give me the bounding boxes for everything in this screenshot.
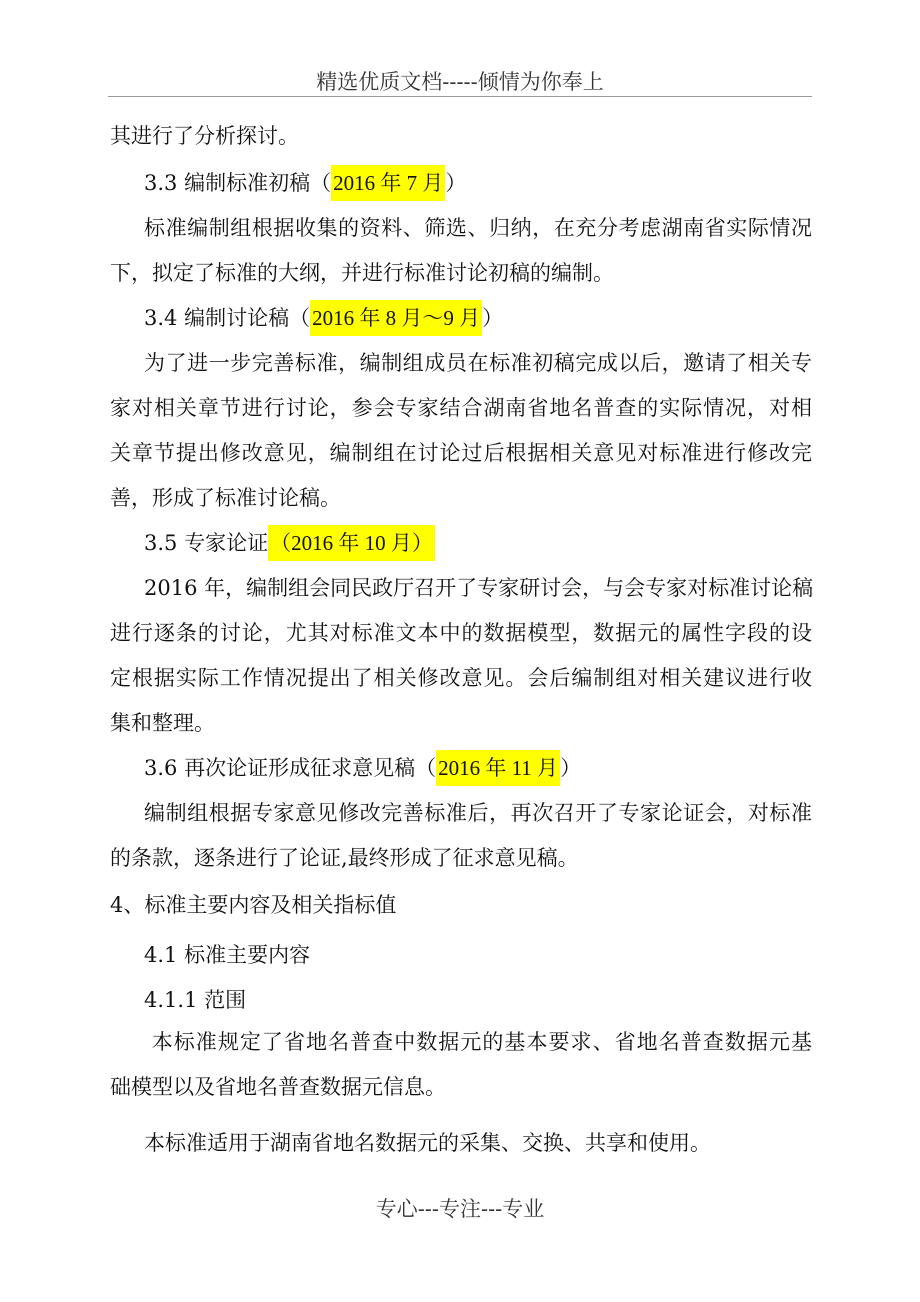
section-3-3-heading <box>144 168 812 198</box>
section-3-5-para-line: 进行逐条的讨论，尤其对标准文本中的数据模型，数据元的属性字段的设 <box>110 621 812 645</box>
section-3-5-title: 3.5 专家论证 <box>144 531 269 555</box>
page-footer: 专心---专注---专业 <box>375 1197 545 1221</box>
section-3-3-para-line: 下，拟定了标准的大纲，并进行标准讨论初稿的编制。 <box>110 261 614 285</box>
section-3-6-close: ） <box>560 756 582 780</box>
section-3-6-heading <box>144 753 812 783</box>
section-3-4-heading <box>144 303 812 333</box>
section-3-3-close: ） <box>445 171 467 195</box>
section-3-4-para-line: 善，形成了标准讨论稿。 <box>110 486 341 510</box>
section-3-3-title: 3.3 编制标准初稿（ <box>144 171 332 195</box>
section-4-1-1-heading: 4.1.1 范围 <box>144 988 247 1012</box>
section-4-1-1-scope-line: 本标准适用于湖南省地名数据元的采集、交换、共享和使用。 <box>144 1131 711 1155</box>
section-4-1-1-para-line: 础模型以及省地名普查数据元信息。 <box>110 1075 446 1099</box>
section-4-1-1-para-line: 本标准规定了省地名普查中数据元的基本要求、省地名普查数据元基 <box>144 1030 812 1054</box>
section-4-1-heading: 4.1 标准主要内容 <box>144 943 311 967</box>
section-3-4-close: ） <box>482 306 504 330</box>
section-3-5-date-highlight: （2016 年 10 月） <box>268 525 435 561</box>
section-3-5-para-line: 集和整理。 <box>110 711 215 735</box>
section-4-heading: 4、标准主要内容及相关指标值 <box>110 893 397 917</box>
section-3-4-date-highlight: 2016 年 8 月～9 月 <box>310 300 482 336</box>
section-3-6-date-highlight: 2016 年 11 月 <box>436 750 560 786</box>
section-3-4-para-line: 关章节提出修改意见，编制组在讨论过后根据相关意见对标准进行修改完 <box>110 441 812 465</box>
header-divider <box>108 96 812 97</box>
section-3-4-para-line: 为了进一步完善标准，编制组成员在标准初稿完成以后，邀请了相关专 <box>144 351 812 375</box>
section-3-5-heading <box>144 528 812 558</box>
section-3-5-para-line: 定根据实际工作情况提出了相关修改意见。会后编制组对相关建议进行收 <box>110 666 812 690</box>
section-3-6-title: 3.6 再次论证形成征求意见稿（ <box>144 756 437 780</box>
section-3-3-date-highlight: 2016 年 7 月 <box>331 165 445 201</box>
section-3-5-para-line: 2016 年，编制组会同民政厅召开了专家研讨会，与会专家对标准讨论稿 <box>144 576 814 600</box>
section-3-6-para-line: 的条款，逐条进行了论证,最终形成了征求意见稿。 <box>110 846 579 870</box>
section-3-4-title: 3.4 编制讨论稿（ <box>144 306 311 330</box>
section-3-3-para-line: 标准编制组根据收集的资料、筛选、归纳，在充分考虑湖南省实际情况 <box>144 216 812 240</box>
page-header: 精选优质文档-----倾情为你奉上 <box>316 70 604 94</box>
section-3-6-para-line: 编制组根据专家意见修改完善标准后，再次召开了专家论证会，对标准 <box>144 801 812 825</box>
section-3-4-para-line: 家对相关章节进行讨论，参会专家结合湖南省地名普查的实际情况，对相 <box>110 396 812 420</box>
paragraph-continuation: 其进行了分析探讨。 <box>110 124 299 148</box>
